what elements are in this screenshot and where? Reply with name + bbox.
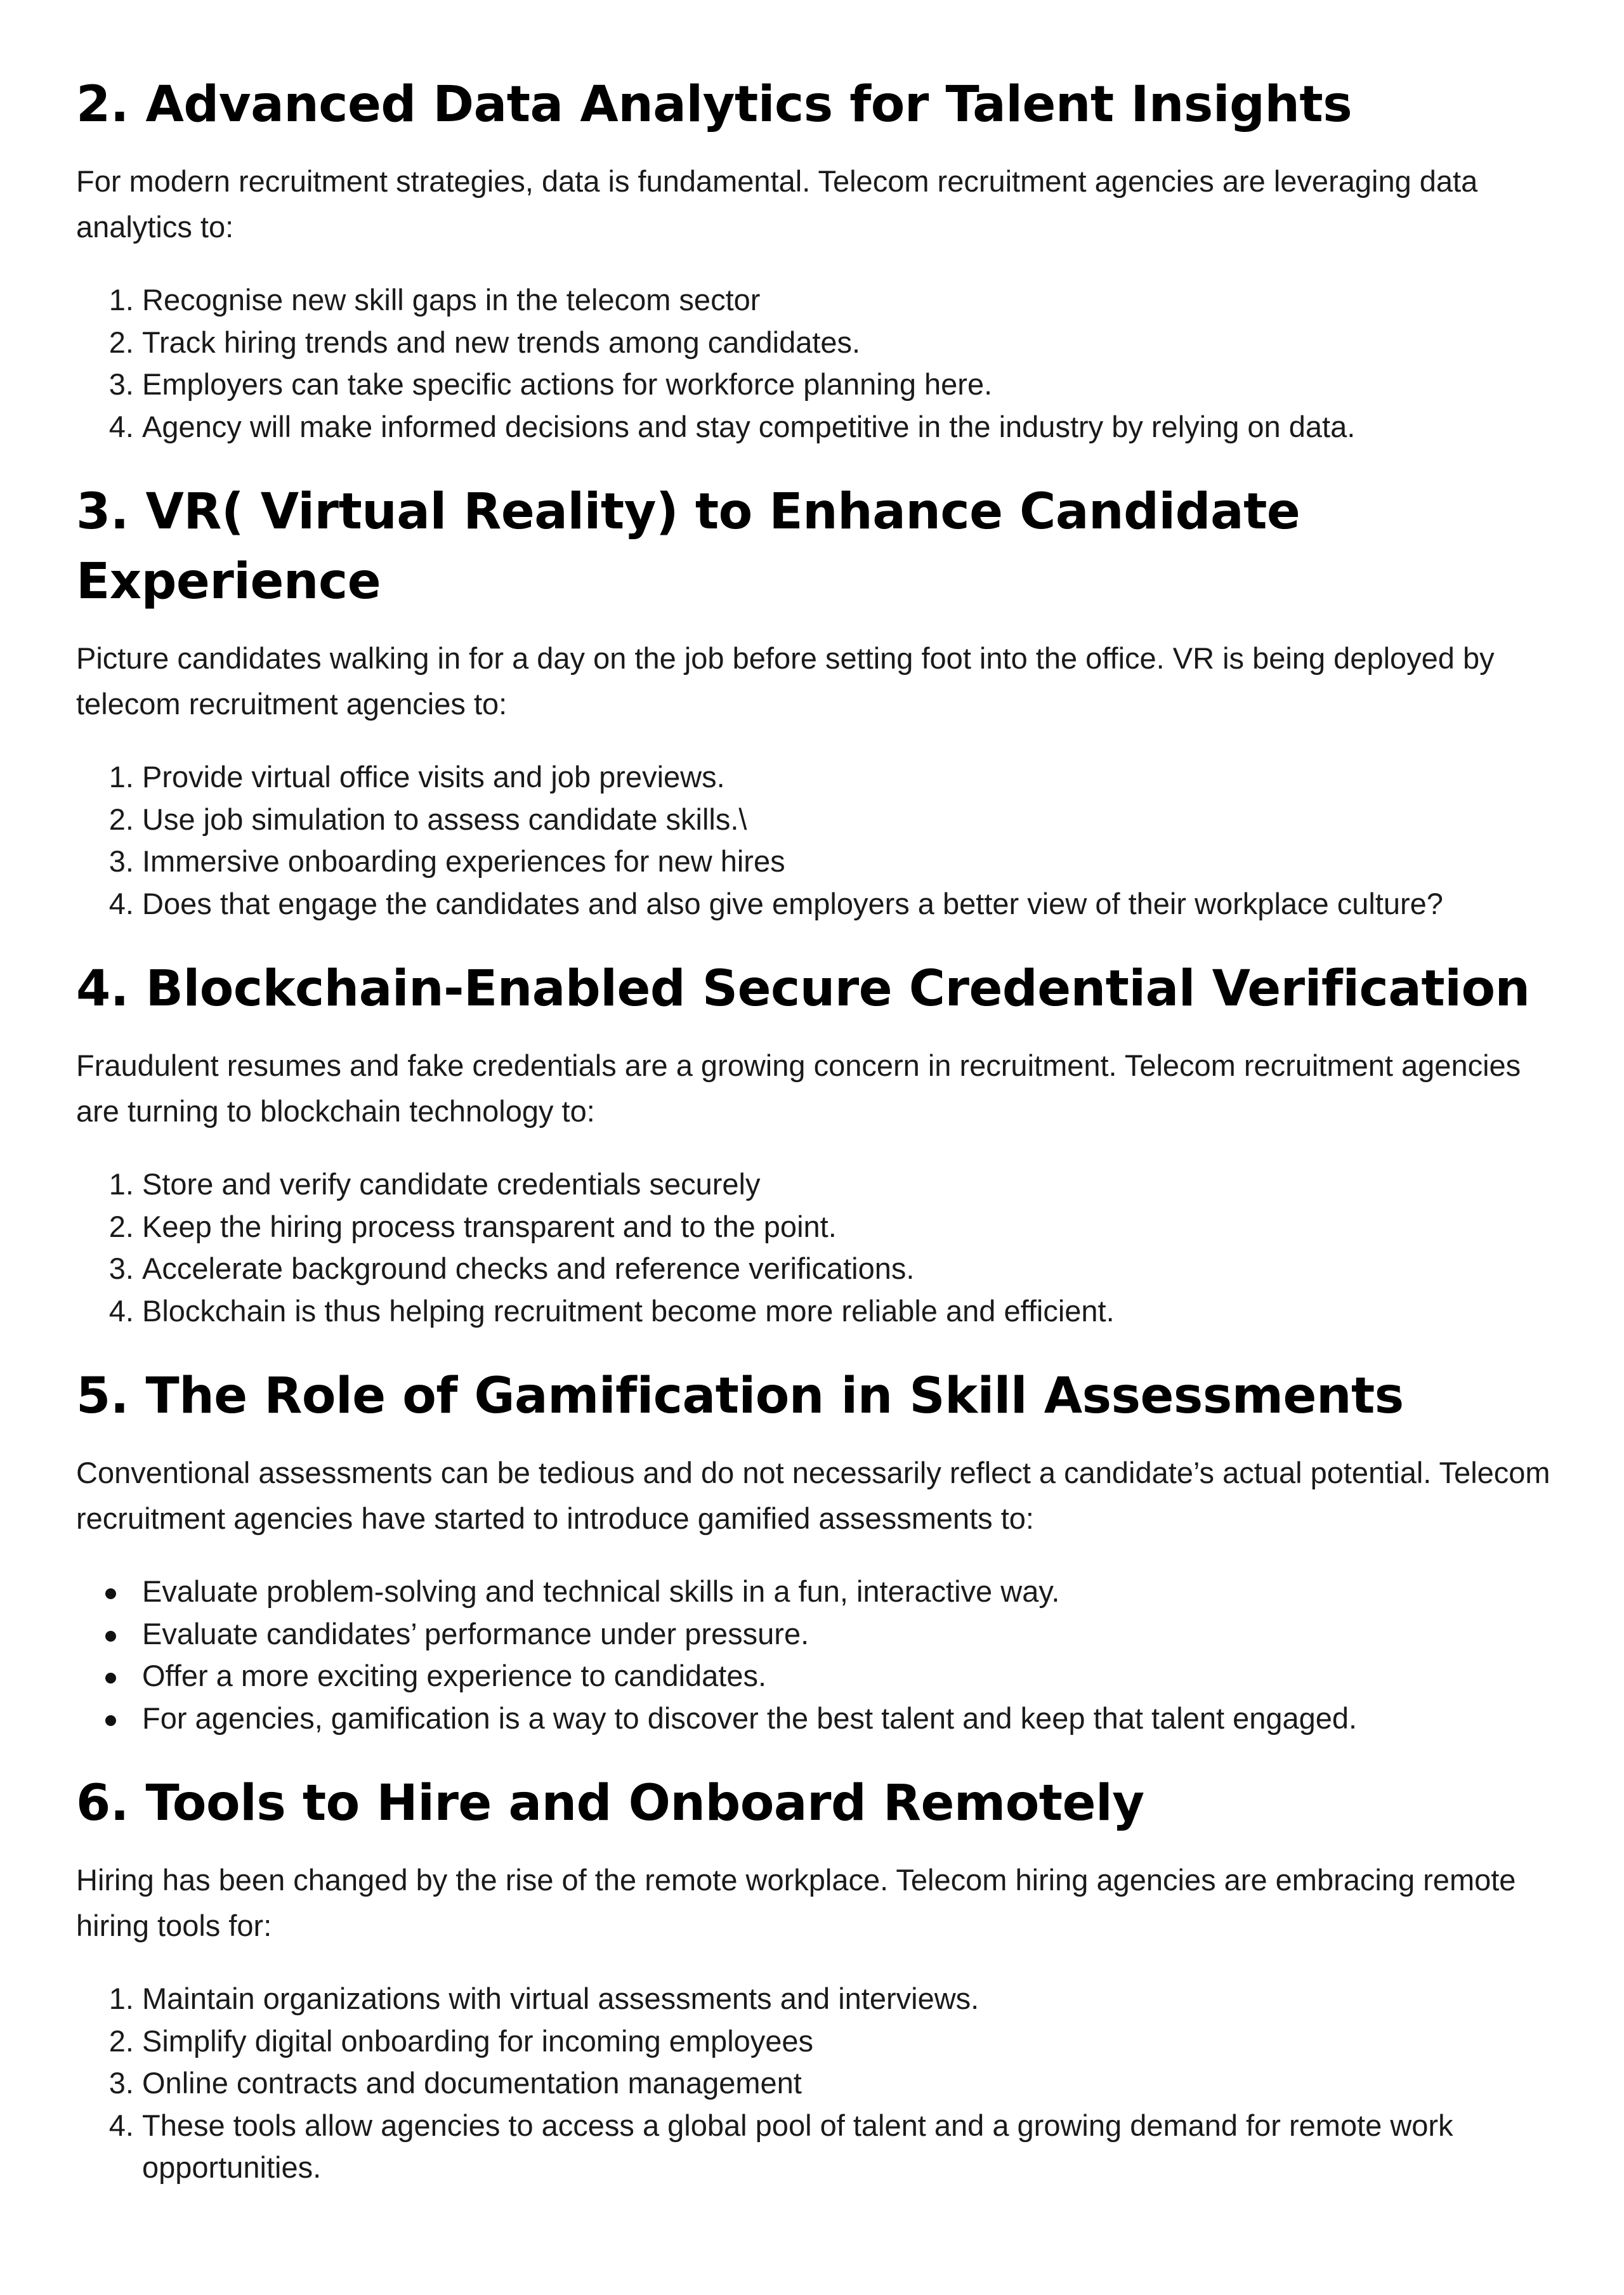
bullet-icon <box>105 1673 116 1684</box>
bullet-icon <box>105 1715 116 1726</box>
numbered-list <box>76 756 1554 925</box>
section-heading: 6. Tools to Hire and Onboard Remotely <box>76 1775 1144 1832</box>
list-item-text: Evaluate problem-solving and technical skills in a fun, interactive way. <box>142 1574 1060 1608</box>
section-intro: Hiring has been changed by the rise of the remote workplace. Telecom hiring agencies are embracing remote hiring tools for: <box>76 1863 1516 1942</box>
list-item-text: Offer a more exciting experience to candidates. <box>142 1659 767 1692</box>
list-item: 4. Blockchain is thus helping recruitment become more reliable and efficient. <box>142 1290 1554 1333</box>
list-item: 2. Keep the hiring process transparent and to the point. <box>142 1206 1554 1248</box>
list-item: 2. Use job simulation to assess candidate skills.\ <box>142 799 1554 841</box>
numbered-list <box>76 1163 1554 1332</box>
list-item <box>142 1697 1554 1740</box>
section-heading: 3. VR( Virtual Reality) to Enhance Candidate Experience <box>76 483 1300 610</box>
section-virtual-reality <box>76 477 1554 925</box>
bullet-icon <box>105 1631 116 1642</box>
list-item <box>142 1613 1554 1656</box>
list-item <box>142 1571 1554 1613</box>
list-item-text: For agencies, gamification is a way to discover the best talent and keep that talent engaged. <box>142 1701 1358 1735</box>
section-remote-tools <box>76 1769 1554 2189</box>
list-item: 1. Provide virtual office visits and job previews. <box>142 756 1554 799</box>
list-item: 1. Recognise new skill gaps in the telecom sector <box>142 279 1554 322</box>
section-heading: 4. Blockchain-Enabled Secure Credential Verification <box>76 960 1530 1017</box>
list-item: 1. Store and verify candidate credentials securely <box>142 1163 1554 1206</box>
section-heading: 5. The Role of Gamification in Skill Assessments <box>76 1368 1404 1425</box>
list-item: 2. Simplify digital onboarding for incoming employees <box>142 2020 1554 2063</box>
document-page <box>76 70 1554 2218</box>
numbered-list <box>76 279 1554 448</box>
list-item: 3. Immersive onboarding experiences for new hires <box>142 840 1554 883</box>
section-intro: Picture candidates walking in for a day on the job before setting foot into the office. VR is being deployed by telecom recruitment agencies to: <box>76 641 1495 721</box>
section-heading: 2. Advanced Data Analytics for Talent Insights <box>76 76 1352 133</box>
list-item-text: Evaluate candidates’ performance under pressure. <box>142 1616 809 1651</box>
numbered-list <box>76 1978 1554 2189</box>
section-intro: Fraudulent resumes and fake credentials are a growing concern in recruitment. Telecom recruitment agencies are turning to blockchain technology to: <box>76 1049 1521 1128</box>
section-blockchain <box>76 954 1554 1332</box>
section-intro: Conventional assessments can be tedious and do not necessarily reflect a candidate’s actual potential. Telecom recruitment agencies have started to introduce gamified assessments to: <box>76 1456 1550 1535</box>
bulleted-list <box>76 1571 1554 1739</box>
list-item: 3. Employers can take specific actions for workforce planning here. <box>142 363 1554 406</box>
list-item: 4. Does that engage the candidates and also give employers a better view of their workplace culture? <box>142 883 1554 925</box>
list-item: 3. Online contracts and documentation management <box>142 2062 1554 2105</box>
list-item <box>142 1655 1554 1697</box>
bullet-icon <box>105 1588 116 1599</box>
section-data-analytics <box>76 70 1554 448</box>
list-item: 2. Track hiring trends and new trends among candidates. <box>142 322 1554 364</box>
list-item: 1. Maintain organizations with virtual assessments and interviews. <box>142 1978 1554 2020</box>
section-intro: For modern recruitment strategies, data is fundamental. Telecom recruitment agencies are leveraging data analytics to: <box>76 164 1478 244</box>
section-gamification <box>76 1361 1554 1739</box>
list-item: 4. Agency will make informed decisions and stay competitive in the industry by relying on data. <box>142 406 1554 448</box>
list-item: 4. These tools allow agencies to access a global pool of talent and a growing demand for remote work opportunities. <box>142 2105 1554 2189</box>
list-item: 3. Accelerate background checks and reference verifications. <box>142 1248 1554 1290</box>
